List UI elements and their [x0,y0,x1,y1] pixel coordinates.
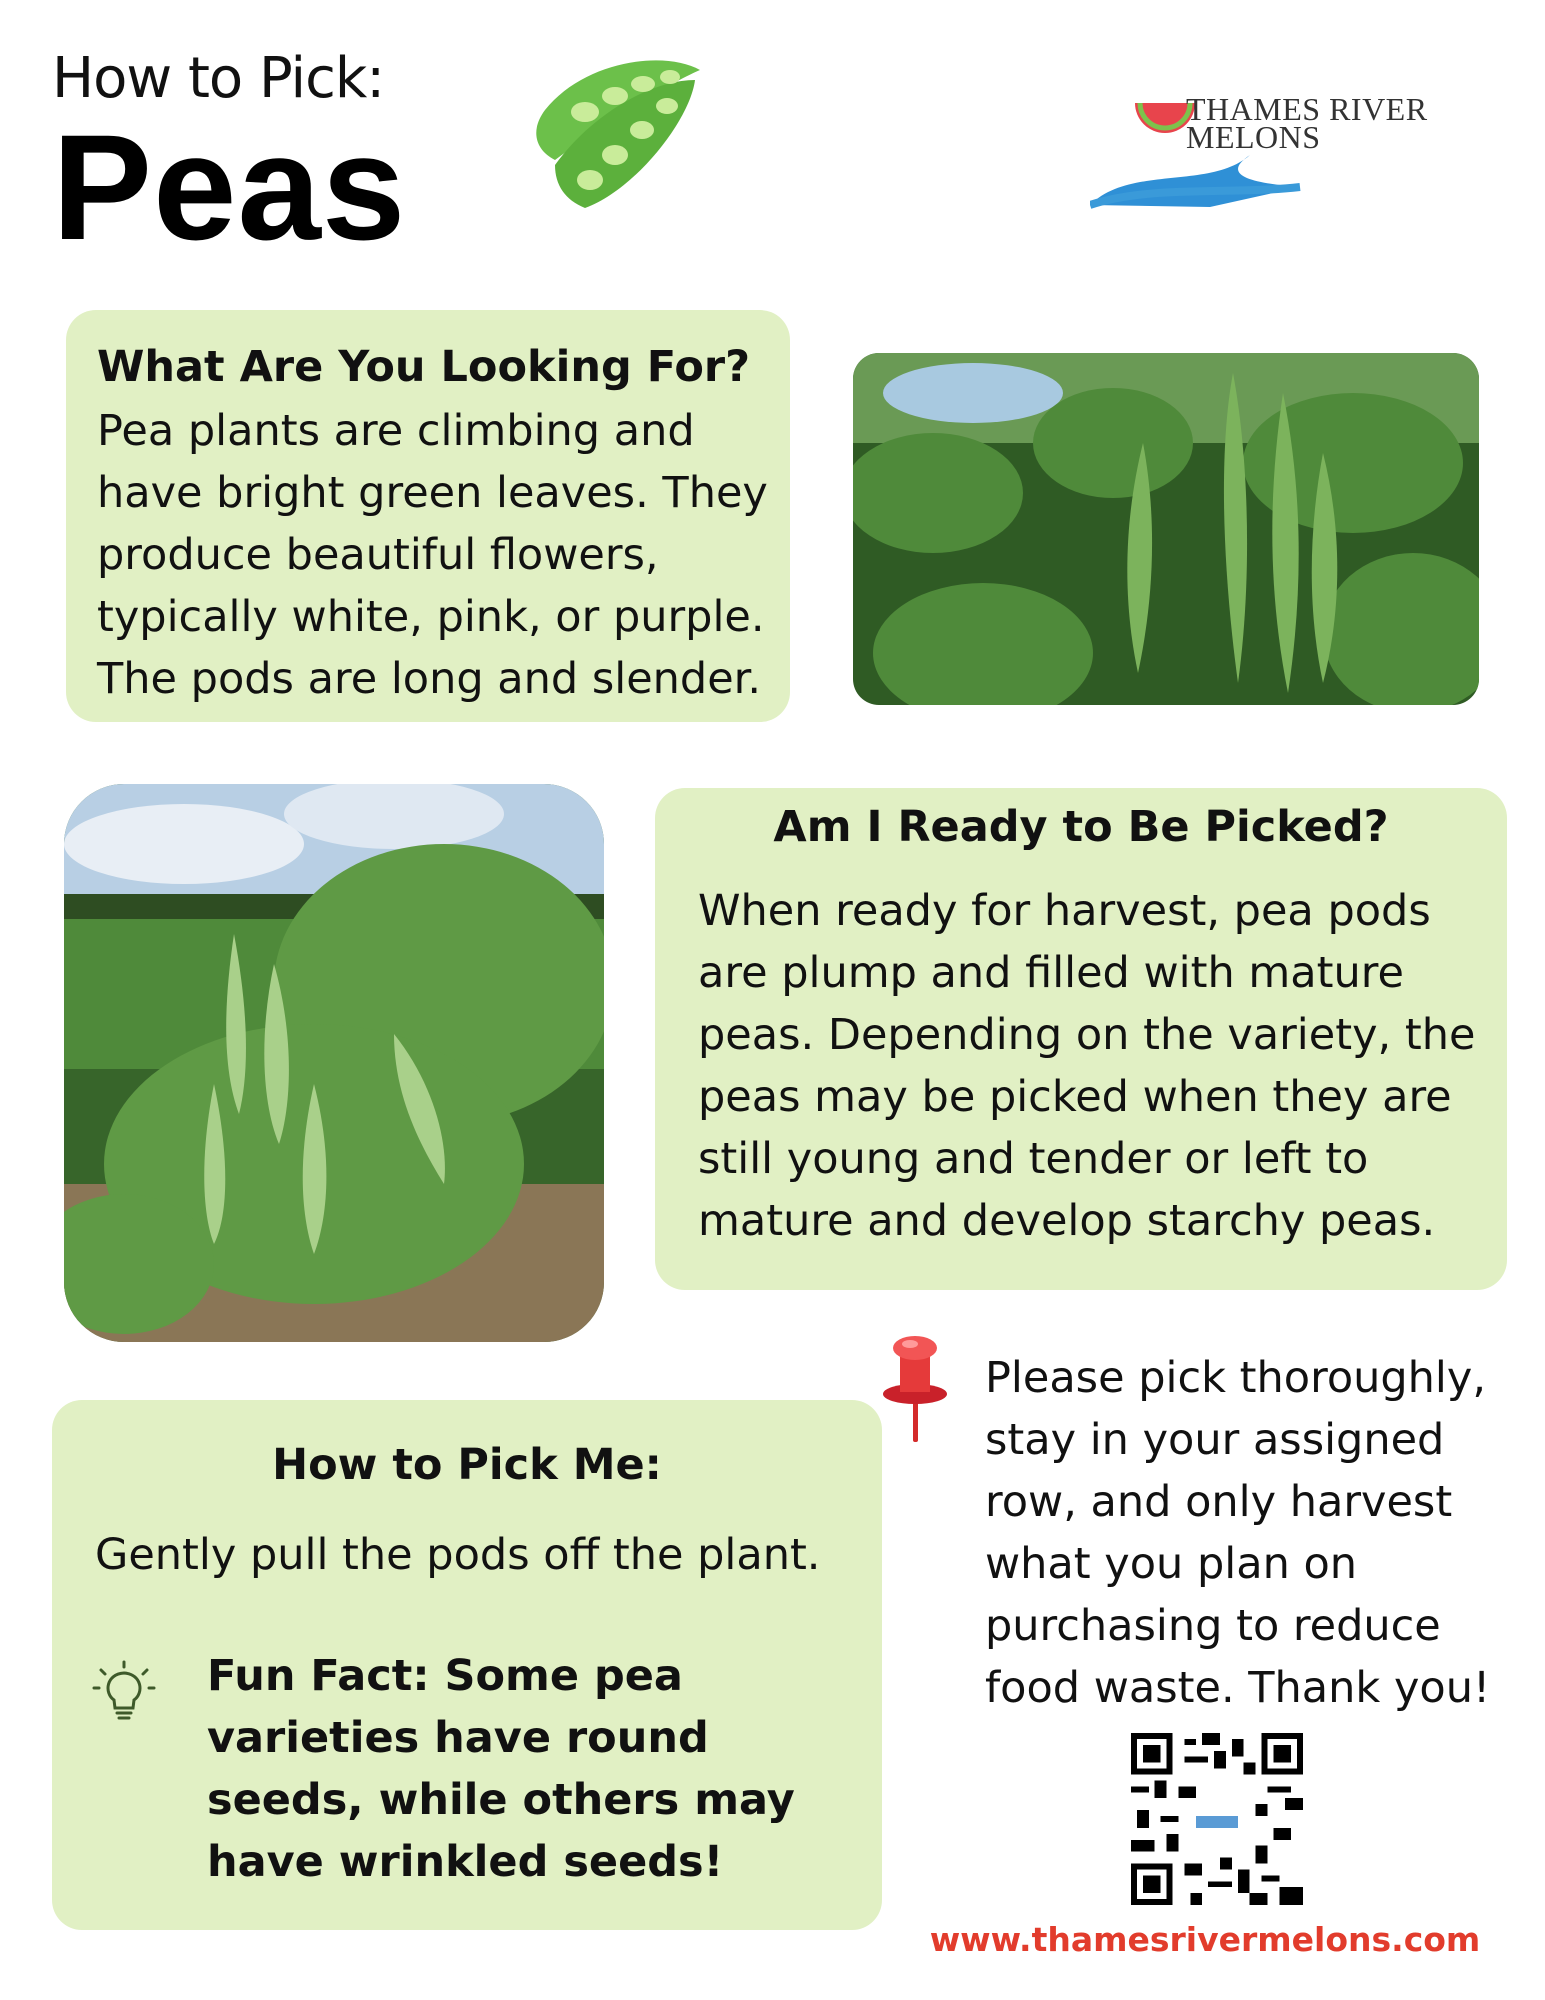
looking-for-text: Pea plants are climbing and have bright green leaves. They produce beautiful flowers, typically white, pink, or purple. The pods are long and slender. [97,406,768,704]
ready-text: When ready for harvest, pea pods are plump and filled with mature peas. Depending on the variety, the peas may be picked when they are still young and tender or left to mature and develop starchy peas. [698,886,1476,1246]
page-title: Peas [52,103,407,271]
pea-pod-icon [515,40,715,220]
fun-fact: Fun Fact: Some pea varieties have round seeds, while others may have wrinkled seeds! [207,1651,795,1887]
picking-note: Please pick thoroughly, stay in your assigned row, and only harvest what you plan on purchasing to reduce food waste. Thank you! [985,1353,1491,1713]
logo-line1: THAMES RIVER [1186,91,1428,127]
qr-code[interactable] [1131,1733,1303,1905]
brand-logo [1090,91,1485,210]
pea-plant-photo [853,353,1479,705]
pushpin-icon [880,1332,950,1444]
lightbulb-icon [92,1660,156,1726]
logo-line2: MELONS [1186,119,1321,155]
website-link[interactable]: www.thamesrivermelons.com [929,1920,1481,1959]
page-kicker: How to Pick: [52,46,385,111]
how-to-pick-heading: How to Pick Me: [272,1440,662,1490]
looking-for-heading: What Are You Looking For? [97,342,751,392]
how-to-pick-text: Gently pull the pods off the plant. [95,1530,821,1580]
pea-field-photo [64,784,604,1342]
ready-heading: Am I Ready to Be Picked? [773,802,1389,852]
